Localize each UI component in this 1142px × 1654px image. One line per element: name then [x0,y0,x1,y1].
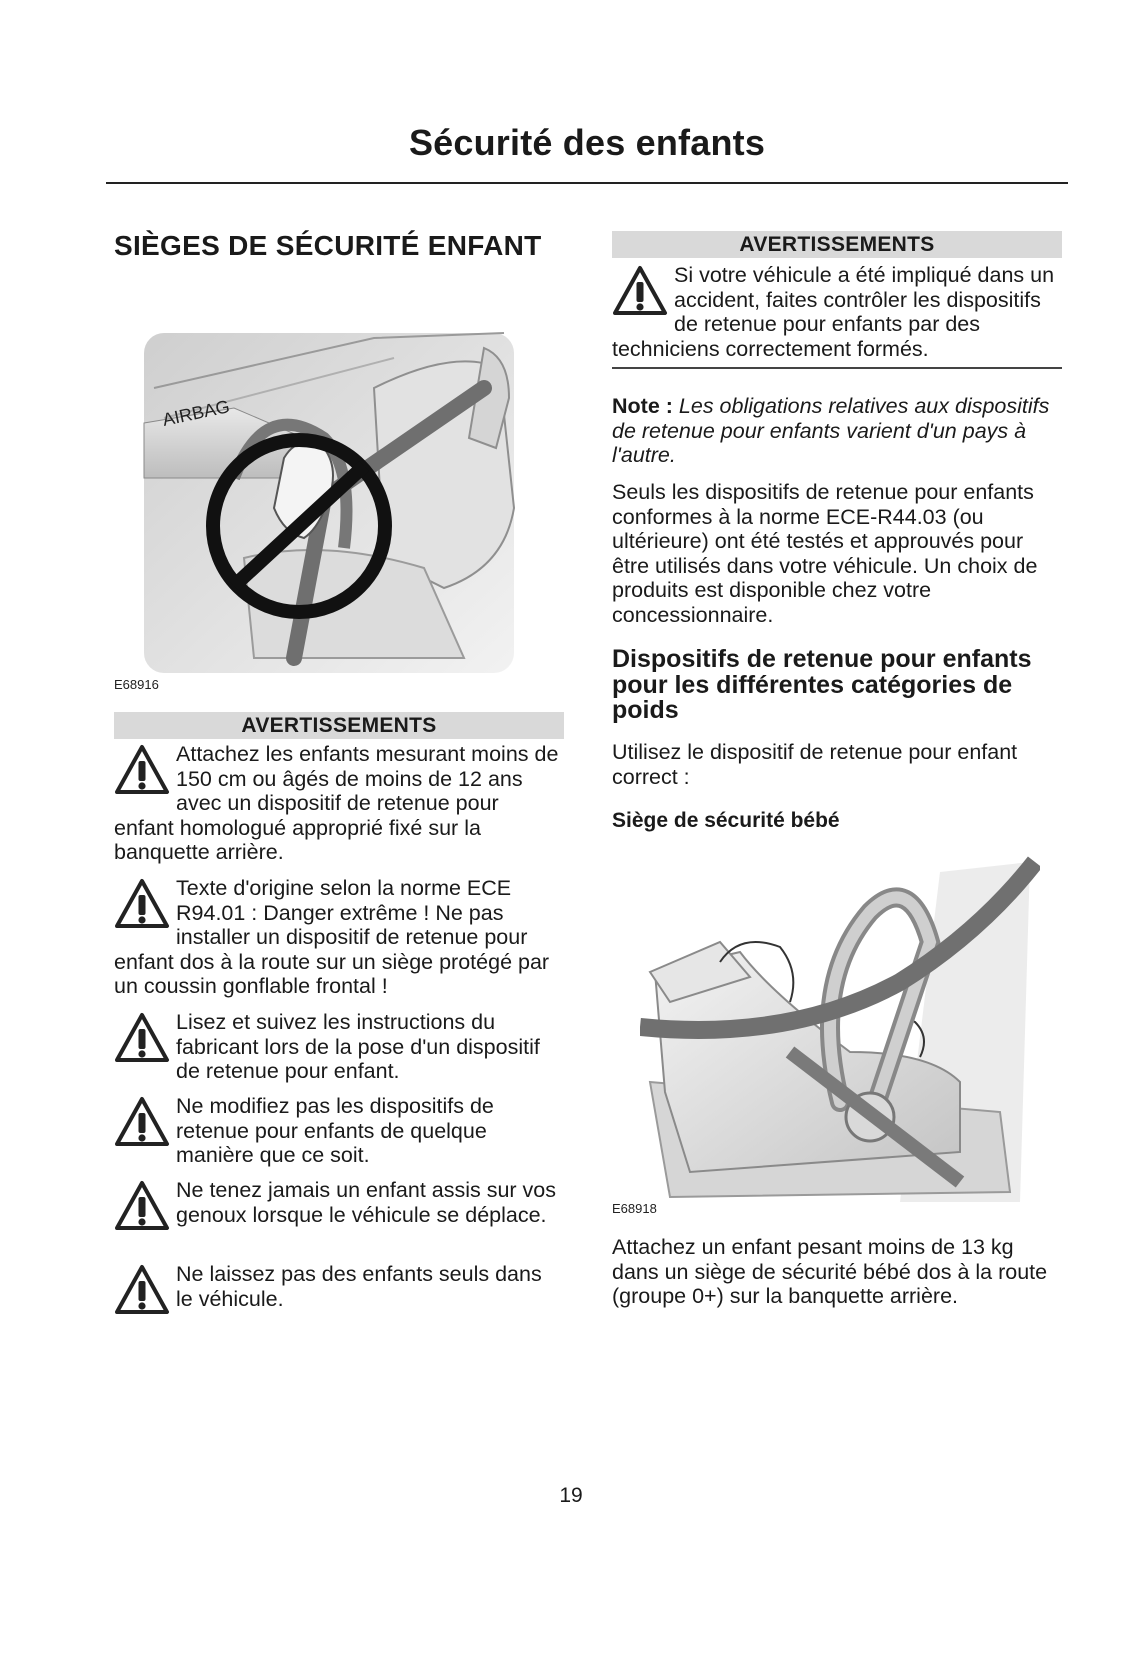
warning-triangle-icon [114,878,170,930]
body-paragraph: Attachez un enfant pesant moins de 13 kg dans un siège de sécurité bébé dos à la route (groupe 0+) sur la banquette arrière. [612,1235,1048,1308]
page-number: 19 [559,1484,583,1507]
note-text: Les obligations relatives aux dispositifs de retenue pour enfants varient d'un pays à l'autre. [612,394,1050,467]
no-rear-facing-seat-icon [124,328,534,678]
body-paragraph: Utilisez le dispositif de retenue pour enfant correct : [612,740,1018,789]
warning-text: Lisez et suivez les instructions du fabricant lors de la pose d'un dispositif de retenue pour enfant. [176,1010,540,1083]
warning-triangle-icon [114,1180,170,1232]
figure-code: E68918 [612,1201,657,1216]
title-divider [106,182,1068,184]
figure-code: E68916 [114,677,159,692]
warning-item [114,1094,564,1168]
minor-heading: Siège de sécurité bébé [612,809,840,832]
warning-item [114,1178,564,1232]
infant-seat-figure [640,852,1040,1208]
warning-triangle-icon [114,1264,170,1316]
warning-item [114,876,564,999]
warning-item [114,1010,564,1084]
warning-divider [612,367,1062,369]
note-paragraph [612,394,1062,468]
infant-carrier-seat-icon [640,852,1040,1208]
warning-triangle-icon [114,1012,170,1064]
warning-item [612,263,1062,361]
airbag-label: AIRBAG [160,396,232,430]
warning-triangle-icon [114,1096,170,1148]
warning-text: Attachez les enfants mesurant moins de 150 cm ou âgés de moins de 12 ans avec un dispositif de retenue pour enfant homologué approprié fixé sur la banquette arrière. [114,742,559,864]
warning-text: Ne tenez jamais un enfant assis sur vos genoux lorsque le véhicule se déplace. [176,1178,557,1227]
warning-triangle-icon [114,744,170,796]
section-heading: SIÈGES DE SÉCURITÉ ENFANT [114,230,542,261]
warning-item [114,742,564,865]
warning-triangle-icon [612,265,668,317]
warning-text: Si votre véhicule a été impliqué dans un accident, faites contrôler les dispositifs de retenue pour enfants par des techniciens correctement formés. [612,263,1055,361]
sub-heading: Dispositifs de retenue pour enfants pour les différentes catégories de poids [612,645,1032,724]
note-label: Note : [612,394,673,418]
warning-text: Texte d'origine selon la norme ECE R94.01 : Danger extrême ! Ne pas installer un dispositif de retenue pour enfant dos à la route sur un siège protégé par un coussin gonflable frontal ! [114,876,550,998]
airbag-warning-figure [124,328,534,678]
warning-item [114,1262,564,1316]
warnings-title: AVERTISSEMENTS [612,231,1062,258]
page-title: Sécurité des enfants [408,122,766,163]
warning-text: Ne modifiez pas les dispositifs de retenue pour enfants de quelque manière que ce soit. [176,1094,494,1167]
body-paragraph: Seuls les dispositifs de retenue pour enfants conformes à la norme ECE-R44.03 (ou ultérieure) ont été testés et approuvés pour être utilisés dans votre véhicule. Un choix de produits est disponible chez votre concessionnaire. [612,480,1038,627]
warning-text: Ne laissez pas des enfants seuls dans le véhicule. [176,1262,542,1311]
warnings-title: AVERTISSEMENTS [114,712,564,739]
